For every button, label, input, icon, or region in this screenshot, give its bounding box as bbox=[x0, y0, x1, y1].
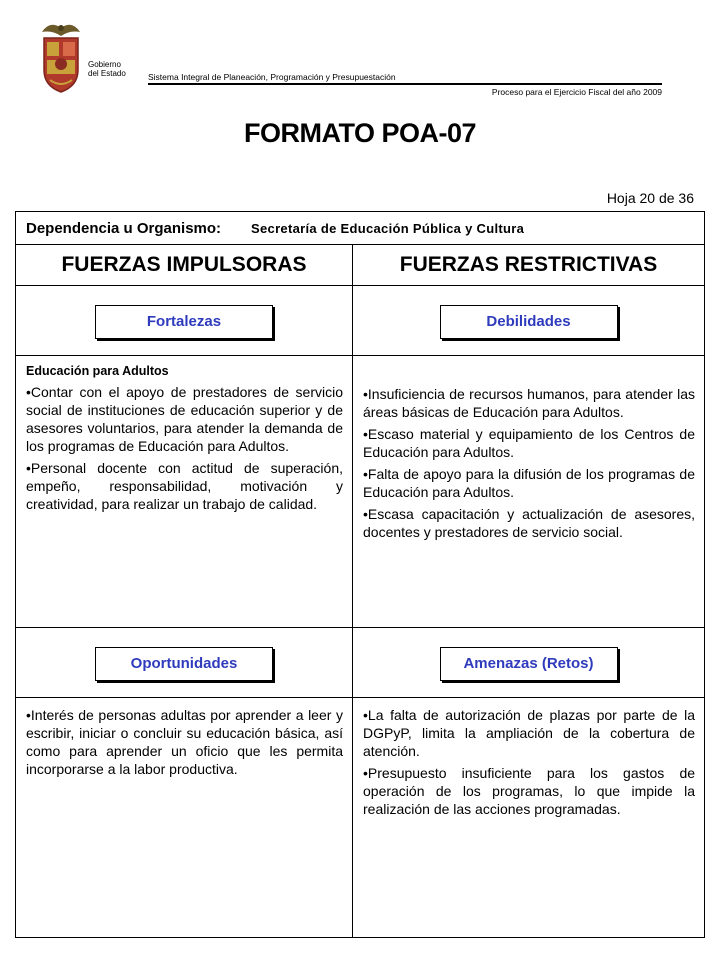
threat-item: •Presupuesto insuficiente para los gastos de operación de los programas, lo que impide la realización de las acciones programadas. bbox=[363, 765, 696, 817]
restraining-forces-heading: FUERZAS RESTRICTIVAS bbox=[353, 245, 705, 286]
agency-label: Dependencia u Organismo: bbox=[26, 219, 222, 237]
strength-item: •Contar con el apoyo de prestadores de servicio social de instituciones de educación superior y de asesores voluntarios, para atender la demanda de los programas de Educación para Adultos. bbox=[26, 384, 343, 454]
page-header bbox=[0, 0, 720, 110]
strength-item: •Personal docente con actitud de superación, empeño, responsabilidad, motivación y creatividad, para realizar un trabajo de calidad. bbox=[26, 460, 343, 512]
strengths-label-cell bbox=[16, 286, 353, 356]
threats-label-cell bbox=[353, 628, 705, 698]
state-coat-of-arms-icon bbox=[36, 18, 86, 96]
strengths-content bbox=[16, 356, 353, 628]
government-line-1: Gobierno bbox=[88, 60, 121, 69]
agency-value: Secretaría de Educación Pública y Cultura bbox=[251, 220, 525, 236]
sheet-number: Hoja 20 de 36 bbox=[606, 190, 694, 206]
header-rule bbox=[148, 83, 662, 85]
weaknesses-label-cell bbox=[353, 286, 705, 356]
threats-content bbox=[353, 698, 705, 938]
swot-table bbox=[15, 211, 705, 938]
document-title: FORMATO POA-07 bbox=[243, 118, 477, 148]
agency-row bbox=[16, 212, 705, 245]
weakness-item: •Escaso material y equipamiento de los Centros de Educación para Adultos. bbox=[363, 426, 696, 460]
opportunities-content bbox=[16, 698, 353, 938]
opportunities-label-cell bbox=[16, 628, 353, 698]
opportunity-item: •Interés de personas adultas por aprender a leer y escribir, iniciar o concluir su educación básica, así como para aprender un oficio que les permita incorporarse a la labor productiva. bbox=[26, 707, 343, 777]
strengths-section-title: Educación para Adultos bbox=[26, 364, 169, 378]
system-name: Sistema Integral de Planeación, Programación y Presupuestación bbox=[148, 72, 396, 82]
government-line-2: del Estado bbox=[88, 69, 126, 78]
weaknesses-content bbox=[353, 356, 705, 628]
process-line: Proceso para el Ejercicio Fiscal del año 2009 bbox=[491, 87, 662, 97]
threat-item: •La falta de autorización de plazas por parte de la DGPyP, limita la ampliación de la cobertura de atención. bbox=[363, 707, 696, 759]
strengths-label: Fortalezas bbox=[95, 305, 273, 339]
weakness-item: •Escasa capacitación y actualización de asesores, docentes y prestadores de servicio social. bbox=[363, 506, 696, 540]
threats-label: Amenazas (Retos) bbox=[440, 647, 618, 681]
weakness-item: •Insuficiencia de recursos humanos, para atender las áreas básicas de Educación para Adultos. bbox=[363, 386, 696, 420]
opportunities-label: Oportunidades bbox=[95, 647, 273, 681]
weaknesses-label: Debilidades bbox=[440, 305, 618, 339]
weakness-item: •Falta de apoyo para la difusión de los programas de Educación para Adultos. bbox=[363, 466, 696, 500]
government-label bbox=[88, 60, 126, 78]
driving-forces-heading: FUERZAS IMPULSORAS bbox=[16, 245, 353, 286]
